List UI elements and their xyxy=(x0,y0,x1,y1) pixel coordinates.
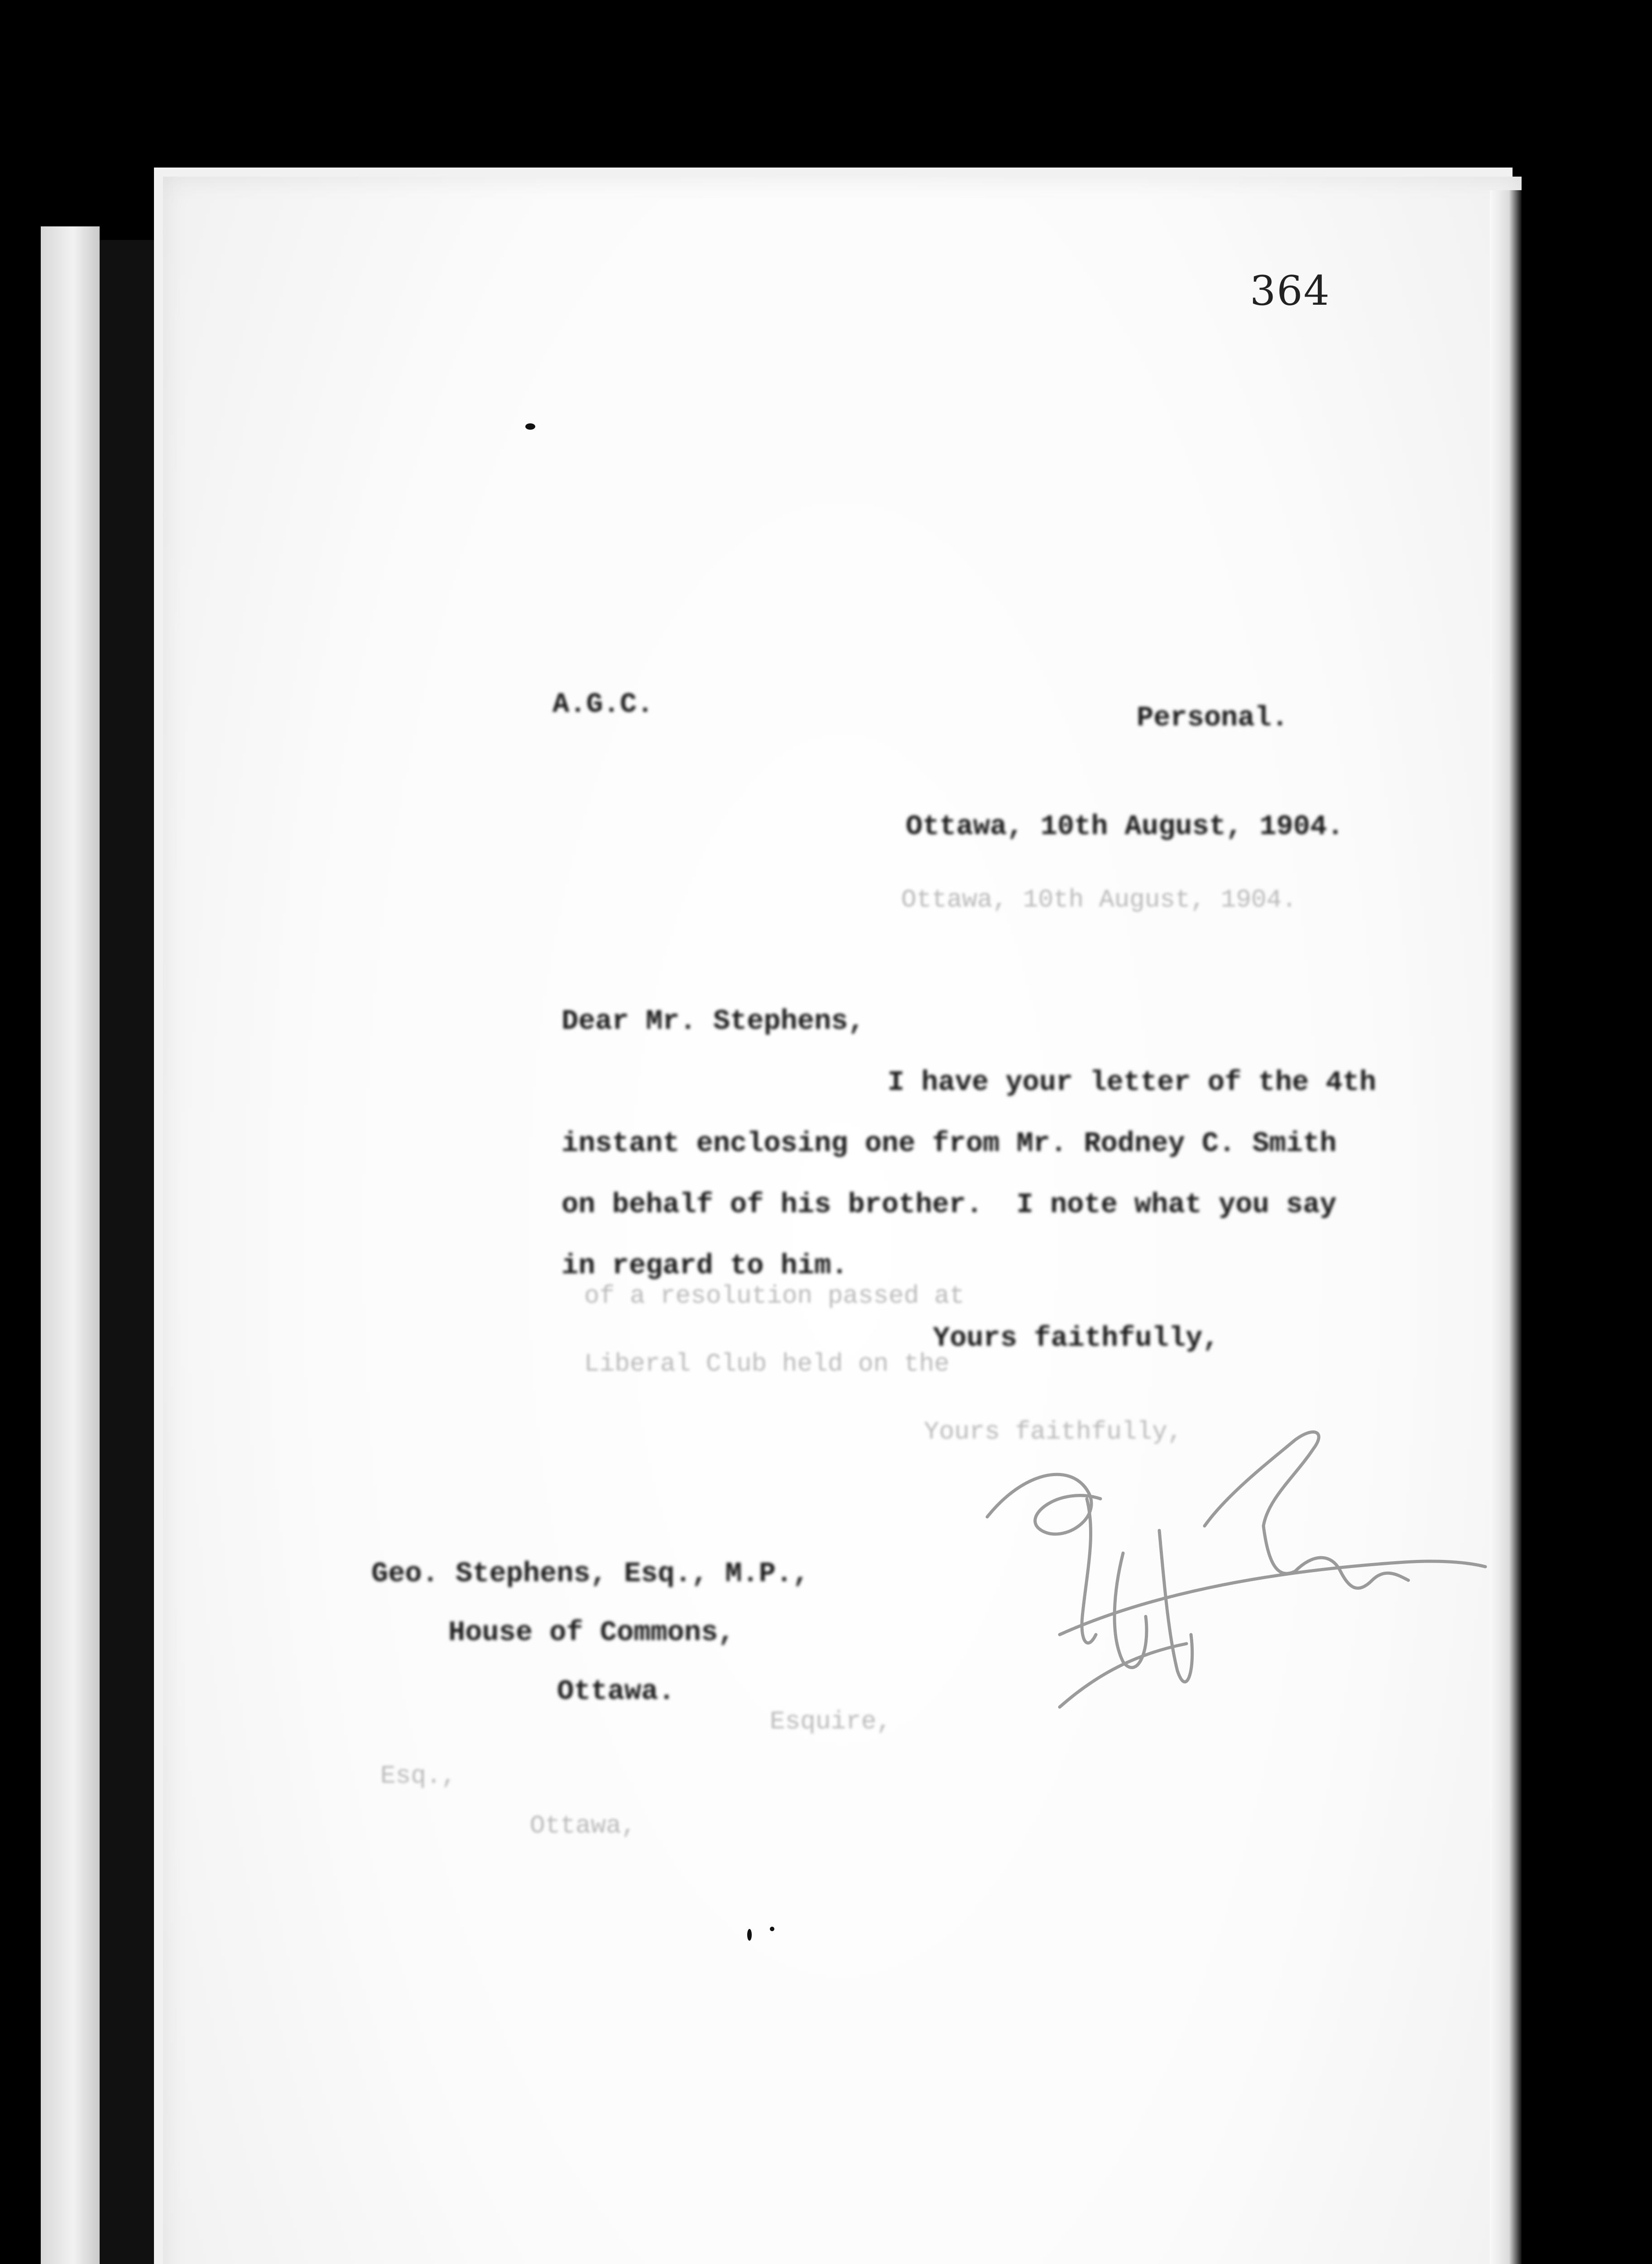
ghost-line: of a resolution passed at xyxy=(584,1281,965,1310)
letter-closing: Yours faithfully, xyxy=(933,1322,1220,1354)
letter-marking: Personal. xyxy=(1137,702,1288,734)
dust-speck xyxy=(747,1929,752,1941)
letter-salutation: Dear Mr. Stephens, xyxy=(562,1005,865,1037)
film-border xyxy=(100,240,154,2264)
ghost-line: Esq., xyxy=(380,1761,457,1790)
ghost-line: Ottawa, 10th August, 1904. xyxy=(901,885,1297,914)
ghost-line: Ottawa, xyxy=(530,1811,637,1840)
letter-body-line: I have your letter of the 4th xyxy=(888,1066,1376,1098)
addressee-line: Geo. Stephens, Esq., M.P., xyxy=(371,1558,810,1590)
dust-speck xyxy=(770,1927,774,1931)
ghost-line: Esquire, xyxy=(770,1707,892,1736)
page-edge xyxy=(1490,190,1522,2264)
letter-body-line: instant enclosing one from Mr. Rodney C. Smith xyxy=(562,1127,1337,1160)
ghost-line: Liberal Club held on the xyxy=(584,1349,950,1378)
handwritten-signature xyxy=(951,1381,1494,1743)
letter-body-line: on behalf of his brother. I note what you say xyxy=(562,1189,1337,1221)
letter-dateline: Ottawa, 10th August, 1904. xyxy=(906,811,1344,843)
addressee-line: House of Commons, xyxy=(448,1616,735,1649)
dust-speck xyxy=(525,423,535,430)
ghost-line: Yours faithfully, xyxy=(924,1417,1183,1446)
addressee-line: Ottawa. xyxy=(557,1675,675,1708)
page-number: 364 xyxy=(1250,267,1330,315)
film-strip-edge xyxy=(41,226,100,2264)
letter-body-line: in regard to him. xyxy=(562,1250,848,1282)
letter-reference: A.G.C. xyxy=(552,688,654,720)
